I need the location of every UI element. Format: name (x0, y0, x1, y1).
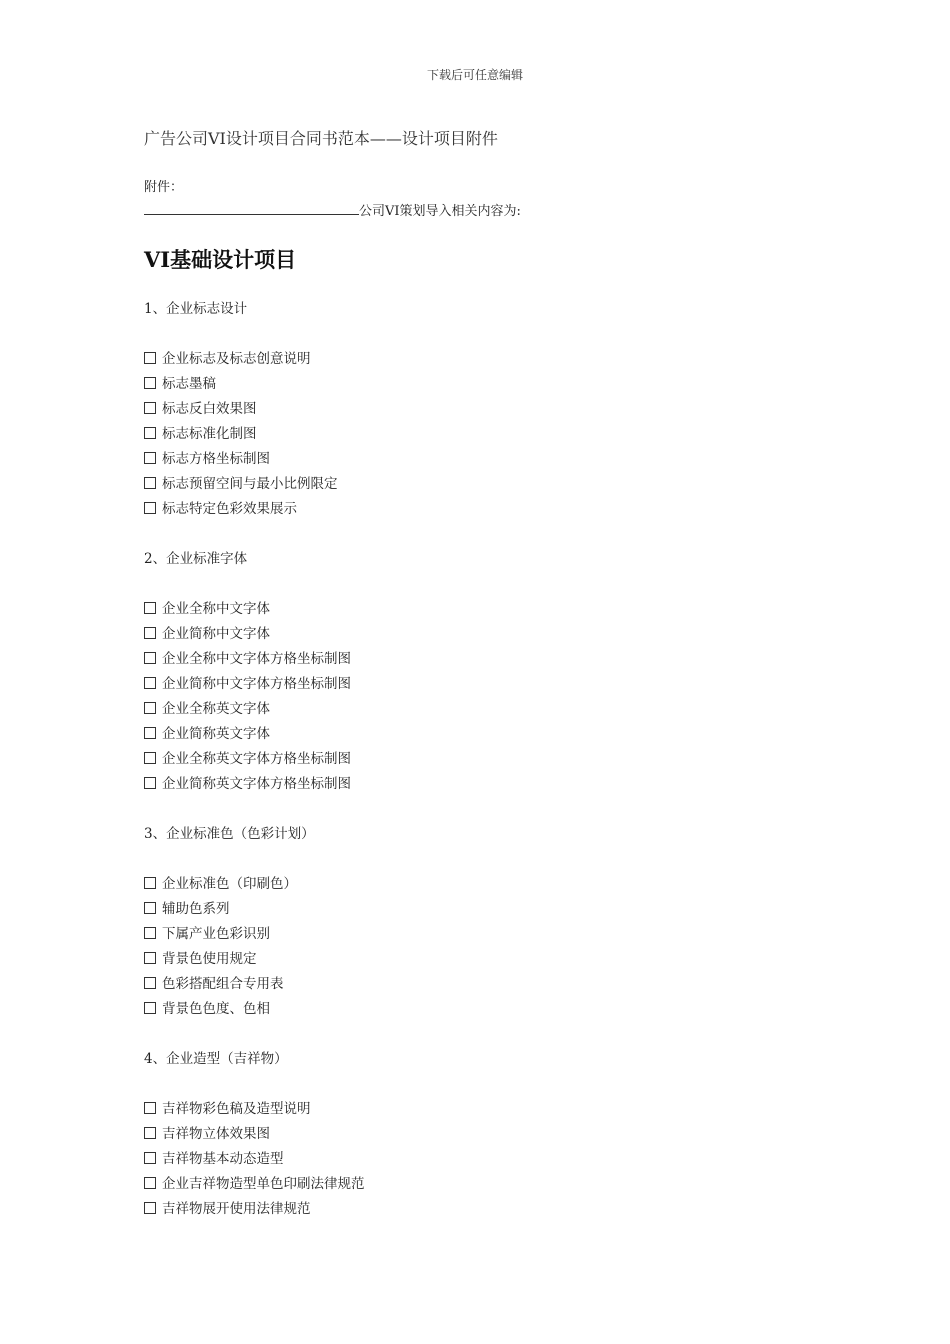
checkbox-icon[interactable] (144, 1152, 156, 1164)
checklist-item-label: 背景色使用规定 (162, 951, 257, 967)
checklist-item-label: 标志标准化制图 (162, 426, 257, 442)
checkbox-icon[interactable] (144, 627, 156, 639)
header-note: 下载后可任意编辑 (426, 68, 523, 82)
group-standard-fonts (144, 547, 824, 797)
checklist-item-label: 标志特定色彩效果展示 (162, 501, 297, 517)
checklist-item (144, 672, 824, 697)
group-title: 2、企业标准字体 (144, 551, 248, 567)
checklist-item (144, 372, 824, 397)
checklist-item (144, 622, 824, 647)
checkbox-icon[interactable] (144, 977, 156, 989)
checkbox-icon[interactable] (144, 1177, 156, 1189)
group-logo-design (144, 297, 824, 522)
checklist-item-label: 标志预留空间与最小比例限定 (162, 476, 338, 492)
checklist-item (144, 347, 824, 372)
checkbox-icon[interactable] (144, 952, 156, 964)
checklist-item (144, 897, 824, 922)
checkbox-icon[interactable] (144, 1202, 156, 1214)
checklist (144, 597, 824, 797)
checklist-item-label: 企业全称中文字体 (162, 601, 270, 617)
checklist-item (144, 422, 824, 447)
checkbox-icon[interactable] (144, 427, 156, 439)
checkbox-icon[interactable] (144, 702, 156, 714)
checklist-item (144, 722, 824, 747)
document-title: 广告公司VI设计项目合同书范本——设计项目附件 (144, 129, 498, 148)
checkbox-icon[interactable] (144, 727, 156, 739)
checklist-item-label: 标志反白效果图 (162, 401, 257, 417)
group-title: 1、企业标志设计 (144, 301, 248, 317)
checkbox-icon[interactable] (144, 477, 156, 489)
checklist-item (144, 1147, 824, 1172)
checkbox-icon[interactable] (144, 1002, 156, 1014)
checklist (144, 347, 824, 522)
section-heading: VI基础设计项目 (144, 247, 297, 272)
checklist-item (144, 747, 824, 772)
checklist (144, 1097, 824, 1222)
checklist-item (144, 772, 824, 797)
checklist-item (144, 972, 824, 997)
checklist-item (144, 647, 824, 672)
intro-text: 公司VI策划导入相关内容为: (359, 204, 521, 219)
checklist-item (144, 697, 824, 722)
checklist-item-label: 企业简称英文字体 (162, 726, 270, 742)
checkbox-icon[interactable] (144, 1127, 156, 1139)
group-title: 3、企业标准色（色彩计划） (144, 826, 315, 842)
checklist-item-label: 企业标准色（印刷色） (162, 876, 297, 892)
checklist-item-label: 企业全称英文字体 (162, 701, 270, 717)
checklist-item (144, 1197, 824, 1222)
group-standard-colors (144, 822, 824, 1022)
checklist-item-label: 标志墨稿 (162, 376, 216, 392)
checklist-item-label: 企业标志及标志创意说明 (162, 351, 311, 367)
checklist-item-label: 吉祥物立体效果图 (162, 1126, 270, 1142)
checkbox-icon[interactable] (144, 402, 156, 414)
group-mascot (144, 1047, 824, 1222)
checklist-item-label: 企业吉祥物造型单色印刷法律规范 (162, 1176, 365, 1192)
checklist-item-label: 企业全称英文字体方格坐标制图 (162, 751, 351, 767)
checkbox-icon[interactable] (144, 1102, 156, 1114)
group-title: 4、企业造型（吉祥物） (144, 1051, 288, 1067)
checklist-item-label: 吉祥物基本动态造型 (162, 1151, 284, 1167)
checklist-item-label: 辅助色系列 (162, 901, 230, 917)
checkbox-icon[interactable] (144, 452, 156, 464)
checklist-item-label: 背景色色度、色相 (162, 1001, 270, 1017)
checkbox-icon[interactable] (144, 652, 156, 664)
project-groups (144, 297, 824, 1247)
checklist-item (144, 947, 824, 972)
checklist-item (144, 1172, 824, 1197)
checklist-item (144, 872, 824, 897)
checkbox-icon[interactable] (144, 602, 156, 614)
checklist-item-label: 吉祥物彩色稿及造型说明 (162, 1101, 311, 1117)
checklist-item-label: 色彩搭配组合专用表 (162, 976, 284, 992)
intro-line (144, 200, 521, 219)
checkbox-icon[interactable] (144, 352, 156, 364)
checklist-item (144, 922, 824, 947)
checklist-item (144, 1097, 824, 1122)
checklist-item-label: 吉祥物展开使用法律规范 (162, 1201, 311, 1217)
checklist-item (144, 997, 824, 1022)
checklist-item-label: 标志方格坐标制图 (162, 451, 270, 467)
fill-in-blank (144, 202, 359, 215)
checklist-item-label: 下属产业色彩识别 (162, 926, 270, 942)
checkbox-icon[interactable] (144, 927, 156, 939)
checklist-item-label: 企业简称英文字体方格坐标制图 (162, 776, 351, 792)
checklist-item (144, 597, 824, 622)
checklist-item-label: 企业简称中文字体 (162, 626, 270, 642)
checkbox-icon[interactable] (144, 902, 156, 914)
checkbox-icon[interactable] (144, 777, 156, 789)
checkbox-icon[interactable] (144, 377, 156, 389)
checkbox-icon[interactable] (144, 677, 156, 689)
checklist-item (144, 1122, 824, 1147)
checklist-item (144, 472, 824, 497)
checkbox-icon[interactable] (144, 877, 156, 889)
checklist-item-label: 企业简称中文字体方格坐标制图 (162, 676, 351, 692)
attachment-label: 附件： (144, 180, 184, 195)
checklist (144, 872, 824, 1022)
checklist-item (144, 497, 824, 522)
checklist-item (144, 447, 824, 472)
checkbox-icon[interactable] (144, 502, 156, 514)
checklist-item (144, 397, 824, 422)
checkbox-icon[interactable] (144, 752, 156, 764)
checklist-item-label: 企业全称中文字体方格坐标制图 (162, 651, 351, 667)
